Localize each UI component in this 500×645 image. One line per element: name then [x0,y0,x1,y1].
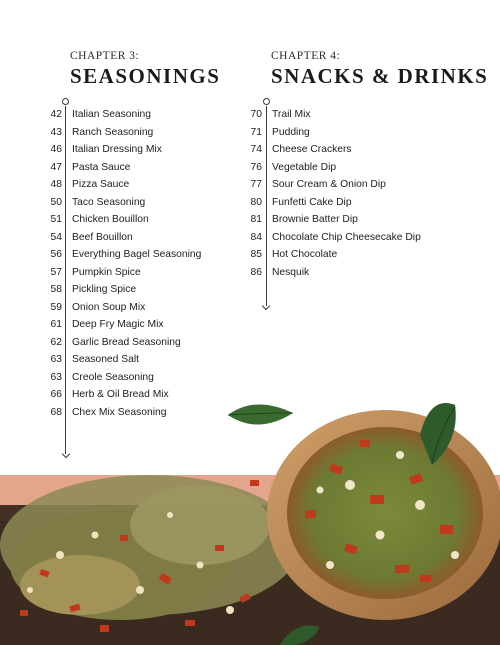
toc-entry[interactable] [42,124,201,142]
toc-recipe-name: Ranch Seasoning [72,126,154,138]
toc-page-number: 51 [50,214,62,226]
toc-entry[interactable] [42,159,201,177]
toc-entry[interactable] [250,159,421,177]
toc-recipe-name: Hot Chocolate [272,249,338,261]
toc-recipe-name: Pasta Sauce [72,161,131,173]
toc-entry[interactable] [42,194,201,212]
toc-recipe-name: Herb & Oil Bread Mix [72,389,169,401]
rail-start-icon [62,98,69,105]
toc-page-number: 86 [250,266,262,278]
toc-page-number: 50 [50,196,62,208]
toc-recipe-name: Vegetable Dip [272,161,337,173]
toc-recipe-name: Italian Seasoning [72,109,152,121]
chapter-title: SEASONINGS [70,64,221,88]
toc-entry[interactable] [250,264,421,282]
toc-recipe-name: Trail Mix [272,109,311,121]
toc-page-number: 46 [50,144,62,156]
toc-page-number: 56 [50,249,62,261]
toc-recipe-name: Taco Seasoning [72,196,146,208]
toc-entry[interactable] [250,141,421,159]
toc-entry[interactable] [42,229,201,247]
toc-entry[interactable] [250,124,421,142]
toc-page-number: 58 [50,284,62,296]
toc-entry[interactable] [42,264,201,282]
toc-entry[interactable] [42,369,201,387]
toc-entry[interactable] [42,334,201,352]
toc-page-number: 61 [50,319,62,331]
toc-page-number: 43 [50,126,62,138]
rail-start-icon [263,98,270,105]
toc-recipe-name: Italian Dressing Mix [72,144,162,156]
chapter-label: CHAPTER 3: [70,50,140,62]
toc-entry[interactable] [250,246,421,264]
toc-entry[interactable] [42,316,201,334]
toc-entry[interactable] [250,176,421,194]
toc-page-number: 68 [50,406,62,418]
toc-page-number: 74 [250,144,262,156]
toc-page-number: 48 [50,179,62,191]
toc-page-number: 59 [50,301,62,313]
toc-entry[interactable] [250,229,421,247]
toc-entry[interactable] [42,106,201,124]
toc-page-number: 70 [250,109,262,121]
toc-page-number: 84 [250,231,262,243]
toc-entry[interactable] [42,351,201,369]
toc-page-number: 63 [50,354,62,366]
toc-recipe-name: Pudding [272,126,310,138]
toc-entry[interactable] [250,211,421,229]
toc-recipe-name: Onion Soup Mix [72,301,146,313]
toc-entry[interactable] [42,281,201,299]
toc-recipe-name: Pumpkin Spice [72,266,141,278]
toc-recipe-name: Garlic Bread Seasoning [72,336,181,348]
chapter-label: CHAPTER 4: [271,50,341,62]
toc-page-number: 47 [50,161,62,173]
toc-list [250,106,421,281]
toc-recipe-name: Funfetti Cake Dip [272,196,352,208]
toc-entry[interactable] [42,211,201,229]
toc-entry[interactable] [42,141,201,159]
spice-bowl-photo [0,395,500,645]
toc-recipe-name: Seasoned Salt [72,354,139,366]
toc-recipe-name: Pickling Spice [72,284,137,296]
chapter-title: SNACKS & DRINKS [271,64,489,88]
toc-page-number: 76 [250,161,262,173]
toc-recipe-name: Brownie Batter Dip [272,214,358,226]
toc-recipe-name: Chicken Bouillon [72,214,149,226]
toc-page-number: 81 [250,214,262,226]
toc-page-number: 42 [50,109,62,121]
toc-recipe-name: Sour Cream & Onion Dip [272,179,386,191]
toc-entry[interactable] [42,176,201,194]
toc-entry[interactable] [42,299,201,317]
toc-entry[interactable] [42,246,201,264]
toc-page-number: 71 [250,126,262,138]
toc-page-number: 62 [50,336,62,348]
toc-page-number: 57 [50,266,62,278]
rail-end-arrow-icon [262,302,270,310]
toc-page-number: 85 [250,249,262,261]
toc-recipe-name: Pizza Sauce [72,179,130,191]
toc-page-number: 66 [50,389,62,401]
toc-recipe-name: Nesquik [272,266,310,278]
toc-page-number: 77 [250,179,262,191]
toc-recipe-name: Beef Bouillon [72,231,133,243]
toc-recipe-name: Cheese Crackers [272,144,352,156]
toc-entry[interactable] [250,106,421,124]
toc-recipe-name: Chex Mix Seasoning [72,406,167,418]
toc-page-number: 63 [50,371,62,383]
toc-recipe-name: Chocolate Chip Cheesecake Dip [272,231,421,243]
toc-page-number: 80 [250,196,262,208]
toc-list [42,106,201,421]
toc-recipe-name: Creole Seasoning [72,371,154,383]
toc-recipe-name: Deep Fry Magic Mix [72,319,164,331]
toc-entry[interactable] [250,194,421,212]
toc-page-number: 54 [50,231,62,243]
toc-recipe-name: Everything Bagel Seasoning [72,249,202,261]
